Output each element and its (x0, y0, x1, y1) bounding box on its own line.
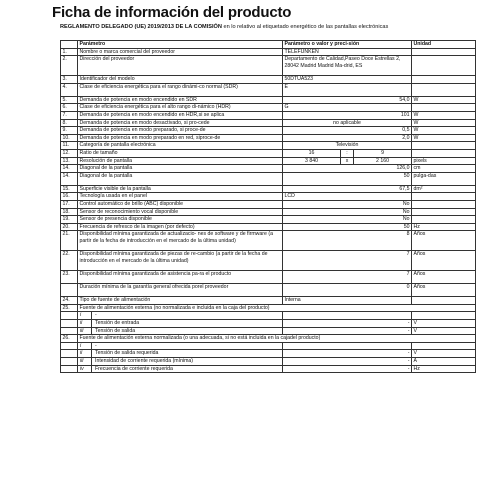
row-number: 4. (61, 83, 78, 96)
row-parameter: Sensor de presencia disponible (78, 216, 283, 224)
row-unit: Años (412, 271, 476, 284)
row-number: 16. (61, 193, 78, 201)
table-row (61, 127, 476, 135)
row-unit: Hz (412, 223, 476, 231)
row-parameter: Sensor de reconocimiento vocal disponible (78, 208, 283, 216)
sub-value (283, 342, 412, 350)
row-unit (412, 200, 476, 208)
table-row (61, 142, 476, 150)
table-row (61, 157, 476, 165)
product-info-table (60, 40, 476, 373)
table-row (61, 223, 476, 231)
row-parameter: Diagonal de la pantalla (78, 165, 283, 173)
row-number: 22. (61, 251, 78, 271)
row-parameter: Tecnología usada en el panel (78, 193, 283, 201)
table-row (61, 297, 476, 305)
table-row (61, 134, 476, 142)
row-value: 2,0 (283, 134, 412, 142)
row-value: no aplicable (283, 119, 412, 127)
row-number: 14. (61, 172, 78, 185)
row-number: 14. (61, 165, 78, 173)
sub-label: Frecuencia de corriente requerida (95, 365, 173, 372)
row-number: 18. (61, 208, 78, 216)
row-number: 20. (61, 223, 78, 231)
sub-index: iii (78, 328, 92, 335)
row-number: 5. (61, 96, 78, 104)
table-row (61, 56, 476, 76)
row-parameter: Resolución de pantalla (78, 157, 283, 165)
row-value: Departamento de Calidad,Paseo Doce Estrellas 2, 28042 Madrid Madrid Ma-drid, ES (283, 56, 412, 76)
table-subrow (61, 342, 476, 350)
sub-unit: V (412, 320, 476, 328)
sub-parameter (78, 350, 283, 358)
row-value: 126,0 (283, 165, 412, 173)
row-parameter: Nombre o marca comercial del proveedor (78, 48, 283, 56)
sub-label: Tensión de salida requerida (95, 350, 159, 357)
sub-parameter (78, 358, 283, 366)
table-subrow (61, 327, 476, 335)
row-number: 10. (61, 134, 78, 142)
row-parameter: Demanda de potencia en modo encendido en SDR (78, 96, 283, 104)
sub-unit: Hz (412, 365, 476, 373)
sub-label: Tensión de salida (95, 327, 136, 334)
row-unit (412, 48, 476, 56)
sub-parameter (78, 312, 283, 320)
table-row (61, 335, 476, 343)
sub-unit: V (412, 350, 476, 358)
sub-value: - (283, 350, 412, 358)
row-parameter: Diagonal de la pantalla (78, 172, 283, 185)
row-parameter: Superficie visible de la pantalla (78, 185, 283, 193)
table-row (61, 200, 476, 208)
row-parameter: Tipo de fuente de alimentación (78, 297, 283, 305)
sub-blank (61, 320, 78, 328)
row-value: 0,5 (283, 127, 412, 135)
row-value: No (283, 208, 412, 216)
header-parameter: Parámetro (78, 41, 283, 49)
row-number: 21. (61, 231, 78, 251)
row-value: 7 (283, 251, 412, 271)
sub-index: ii (78, 350, 92, 357)
table-row (61, 284, 476, 297)
table-row (61, 304, 476, 312)
row-parameter: Categoría de pantalla electrónica (78, 142, 283, 150)
row-unit (412, 216, 476, 224)
table-row (61, 111, 476, 119)
row-parameter: Demanda de potencia en modo encendido en HDR,si se aplica (78, 111, 283, 119)
row-unit (412, 142, 476, 150)
row-unit: W (412, 119, 476, 127)
row-unit (412, 76, 476, 84)
row-value: 50 (283, 223, 412, 231)
sub-value: - (283, 327, 412, 335)
header-unit: Unidad (412, 41, 476, 49)
sub-index: i (78, 312, 92, 319)
row-value (283, 149, 412, 157)
row-number: 23. (61, 271, 78, 284)
row-value: G (283, 104, 412, 112)
value-part: 16 (308, 149, 315, 156)
table-header (61, 41, 476, 49)
table-row (61, 216, 476, 224)
table-row (61, 48, 476, 56)
value-part: 2 160 (376, 157, 390, 164)
sub-blank (61, 312, 78, 320)
row-value: Interna (283, 297, 412, 305)
row-parameter: Ratio de tamaño (78, 149, 283, 157)
sub-label: Tensión de entrada (95, 320, 140, 327)
row-unit: W (412, 127, 476, 135)
row-unit: Años (412, 284, 476, 297)
page-title: Ficha de información del producto (52, 4, 292, 21)
table-subrow (61, 350, 476, 358)
row-parameter: Demanda de potencia en modo desactivado, si pro-cede (78, 119, 283, 127)
row-unit: Años (412, 251, 476, 271)
row-value: 50DTUA523 (283, 76, 412, 84)
table-row (61, 193, 476, 201)
sub-blank (61, 365, 78, 373)
header-num (61, 41, 78, 49)
row-unit (412, 149, 476, 157)
header-value: Parámetro o valor y preci-sión (283, 41, 412, 49)
table-row (61, 172, 476, 185)
row-unit (412, 208, 476, 216)
table-row (61, 119, 476, 127)
row-parameter: Control automático de brillo (ABC) disponible (78, 200, 283, 208)
row-unit (412, 83, 476, 96)
row-number: 12. (61, 149, 78, 157)
sub-index: i (78, 343, 92, 350)
value-separator: x (340, 158, 354, 165)
sub-value: - (283, 358, 412, 366)
row-parameter: Frecuencia de refresco de la imagen (por defecto) (78, 223, 283, 231)
sub-parameter (78, 342, 283, 350)
row-number: 8. (61, 119, 78, 127)
row-value: TELEFUNKEN (283, 48, 412, 56)
value-part: 3 840 (305, 157, 318, 164)
row-number: 19. (61, 216, 78, 224)
row-unit: Años (412, 231, 476, 251)
row-parameter: Disponibilidad mínima garantizada de piezas de re-cambio (a partir de la fecha de introducción en el mercado de la última unidad) (78, 251, 283, 271)
sub-label: - (95, 342, 97, 349)
row-number: 13. (61, 157, 78, 165)
table-row (61, 271, 476, 284)
sub-unit: V (412, 327, 476, 335)
sub-unit (412, 342, 476, 350)
sub-blank (61, 350, 78, 358)
table-subrow (61, 320, 476, 328)
sub-unit: A (412, 358, 476, 366)
value-part: 9 (381, 149, 384, 156)
row-value: E (283, 83, 412, 96)
row-parameter: Demanda de potencia en modo preparado en red, siproce-de (78, 134, 283, 142)
section-title: Fuente de alimentación externa (no normalizada e incluida en la caja del producto) (78, 304, 476, 312)
row-unit (412, 297, 476, 305)
row-parameter: Clase de eficiencia energética para el alto rango di-námico (HDR) (78, 104, 283, 112)
row-number: 17. (61, 200, 78, 208)
row-parameter: Identificador del modelo (78, 76, 283, 84)
row-unit: W (412, 96, 476, 104)
row-parameter: Disponibilidad mínima garantizada de asistencia pa-ra el producto (78, 271, 283, 284)
table-row (61, 165, 476, 173)
row-unit: W (412, 134, 476, 142)
table-row (61, 83, 476, 96)
row-number: 7. (61, 111, 78, 119)
sub-index: iii (78, 358, 92, 365)
row-number: 15. (61, 185, 78, 193)
row-value: 54,0 (283, 96, 412, 104)
row-number: 2. (61, 56, 78, 76)
sub-parameter (78, 365, 283, 373)
row-number: 9. (61, 127, 78, 135)
row-number: 11. (61, 142, 78, 150)
row-value: No (283, 216, 412, 224)
table-row (61, 208, 476, 216)
row-value: No (283, 200, 412, 208)
sub-blank (61, 327, 78, 335)
table-subrow (61, 312, 476, 320)
table-subrow (61, 358, 476, 366)
sub-label: Intensidad de corriente requerida (mínima) (95, 358, 194, 365)
row-value: 7 (283, 271, 412, 284)
row-unit (412, 193, 476, 201)
table-row (61, 251, 476, 271)
sub-index: iv (78, 366, 92, 373)
sub-unit (412, 312, 476, 320)
sub-parameter (78, 320, 283, 328)
regulation-ref: REGLAMENTO DELEGADO (UE) 2019/2013 DE LA COMISIÓN (60, 24, 222, 30)
row-number (61, 284, 78, 297)
sub-index: ii (78, 320, 92, 327)
table-row (61, 231, 476, 251)
row-parameter: Duración mínima de la garantía general ofrecida porel proveedor (78, 284, 283, 297)
row-unit: pulga-das (412, 172, 476, 185)
row-unit: W (412, 111, 476, 119)
row-value: 0 (283, 284, 412, 297)
row-number: 26. (61, 335, 78, 343)
value-separator: : (340, 150, 354, 157)
row-value: LCD (283, 193, 412, 201)
section-title: Fuente de alimentación externa normalizada (o una adecuada, si no está incluida en la cajadel producto) (78, 335, 476, 343)
regulation-subtitle (60, 24, 476, 31)
row-unit (412, 56, 476, 76)
sub-value (283, 312, 412, 320)
sub-label: - (95, 312, 97, 319)
sub-value: - (283, 365, 412, 373)
table-row (61, 104, 476, 112)
row-value (283, 157, 412, 165)
row-number: 3. (61, 76, 78, 84)
row-unit: cm (412, 165, 476, 173)
row-value: 8 (283, 231, 412, 251)
row-value: 67,5 (283, 185, 412, 193)
table-row (61, 76, 476, 84)
sub-blank (61, 358, 78, 366)
row-number: 6. (61, 104, 78, 112)
row-value: 101 (283, 111, 412, 119)
row-parameter: Dirección del proveedor (78, 56, 283, 76)
row-value: Televisión (283, 142, 412, 150)
sub-value: - (283, 320, 412, 328)
row-unit (412, 104, 476, 112)
table-row (61, 185, 476, 193)
table-subrow (61, 365, 476, 373)
row-unit: pixels (412, 157, 476, 165)
row-parameter: Demanda de potencia en modo preparado, si proce-de (78, 127, 283, 135)
row-parameter: Disponibilidad mínima garantizada de actualizacio- nes de software y de firmware (a partir de la fecha de introducción en el mercado de la última unidad) (78, 231, 283, 251)
table-row (61, 149, 476, 157)
row-number: 25. (61, 304, 78, 312)
regulation-desc: en lo relativo al etiquetado energético de las pantallas electrónicas (221, 24, 389, 30)
row-unit: dm² (412, 185, 476, 193)
row-number: 1. (61, 48, 78, 56)
sub-parameter (78, 327, 283, 335)
row-number: 24. (61, 297, 78, 305)
row-value: 50 (283, 172, 412, 185)
sub-blank (61, 342, 78, 350)
table-row (61, 96, 476, 104)
row-parameter: Clase de eficiencia energética para el rango dinámi-co normal (SDR) (78, 83, 283, 96)
